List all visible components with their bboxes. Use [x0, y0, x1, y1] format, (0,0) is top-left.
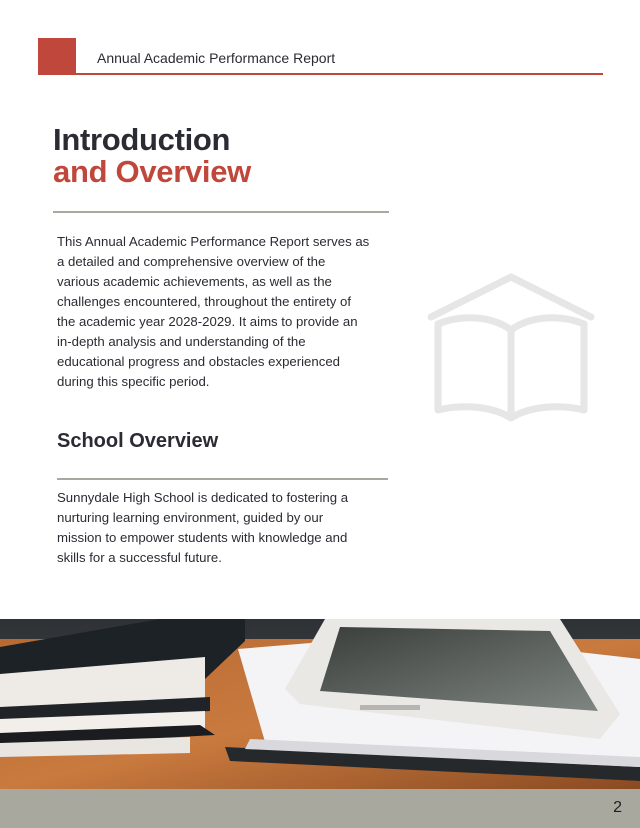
intro-line: challenges encountered, throughout the entirety of: [57, 294, 351, 309]
report-title: Annual Academic Performance Report: [97, 50, 336, 66]
section-title-line1: Introduction: [53, 122, 231, 157]
school-line: Sunnydale High School is dedicated to fostering a: [57, 490, 349, 505]
intro-line: during this specific period.: [57, 374, 210, 389]
books-and-tablet-photo: [0, 619, 640, 789]
school-line: skills for a successful future.: [57, 550, 222, 565]
intro-paragraph: [57, 232, 393, 392]
footer-band: [0, 789, 640, 828]
school-paragraph: [57, 488, 393, 568]
intro-line: in-depth analysis and understanding of the: [57, 334, 306, 349]
school-overview-heading: School Overview: [57, 430, 219, 452]
intro-line: various academic achievements, as well as the: [57, 274, 332, 289]
intro-line: This Annual Academic Performance Report serves as: [57, 234, 370, 249]
header-divider: [38, 73, 603, 75]
intro-line: a detailed and comprehensive overview of the: [57, 254, 326, 269]
book-house-icon: [426, 270, 596, 430]
intro-line: the academic year 2028-2029. It aims to provide an: [57, 314, 358, 329]
header-accent-block: [38, 38, 76, 75]
intro-line: educational progress and obstacles experienced: [57, 354, 340, 369]
page-number: 2: [613, 799, 622, 816]
title-divider: [53, 211, 389, 213]
photo-illustration: [0, 619, 640, 789]
section-title-line2: and Overview: [53, 154, 251, 189]
school-divider: [57, 478, 388, 480]
school-line: nurturing learning environment, guided by our: [57, 510, 324, 525]
school-line: mission to empower students with knowledge and: [57, 530, 348, 545]
